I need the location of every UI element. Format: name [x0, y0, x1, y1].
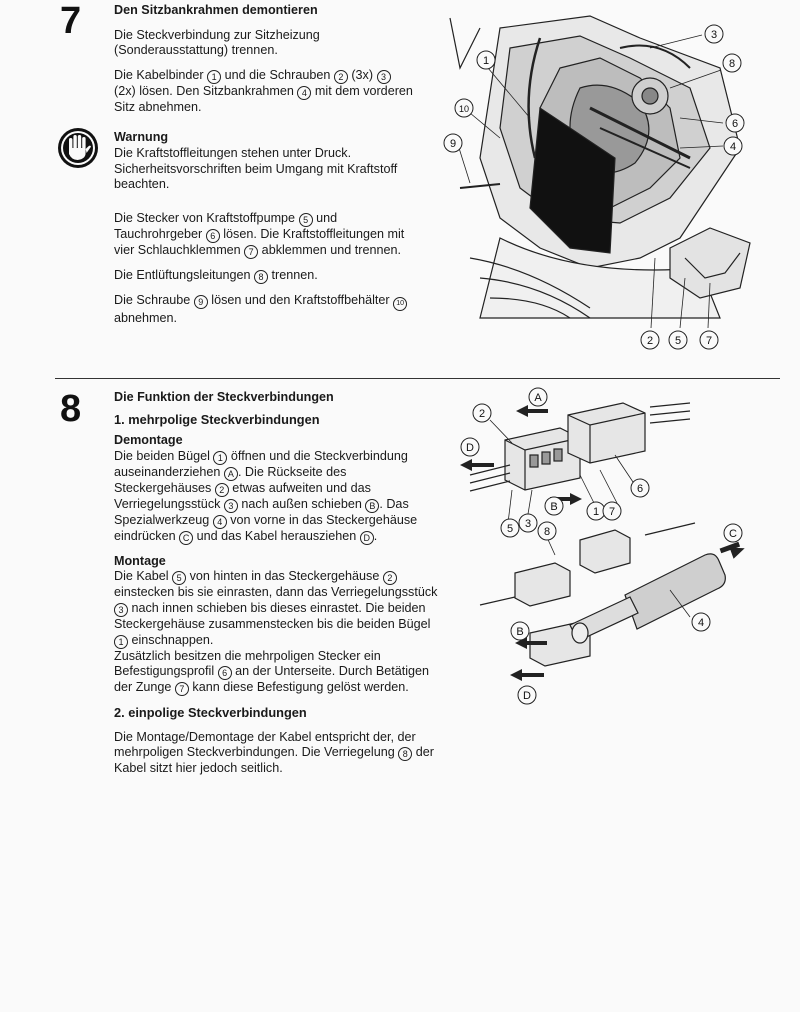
step8-text: [114, 390, 440, 786]
step8-title: Die Funktion der Steckverbindungen: [114, 390, 334, 404]
step-number-7: 7: [60, 0, 82, 42]
fig7-label-7: 7: [705, 335, 713, 347]
fig8-label-B: B: [550, 501, 558, 513]
step7-paragraph-4: Die Entlüftungsleitungen 8 trennen.: [114, 267, 318, 282]
callout-3: 3: [377, 70, 391, 84]
step7-figure-fuel-tank: [440, 8, 760, 353]
warning-hand-icon: [57, 127, 99, 169]
callout-5: 5: [299, 213, 313, 227]
demontage-heading: Demontage: [114, 433, 183, 448]
step7-paragraph-3: Die Stecker von Kraftstoffpumpe 5 und Tauchrohrgeber 6 lösen. Die Kraftstoffleitungen mit vier Schlauchklemmen 7 abklemmen und trennen.: [114, 210, 405, 257]
fig7-label-10: 10: [458, 104, 470, 114]
fig8-label-A: A: [534, 392, 542, 404]
fig8-label-5: 5: [506, 523, 514, 535]
callout-1: 1: [207, 70, 221, 84]
warning-text: Die Kraftstoffleitungen stehen unter Druck. Sicherheitsvorschriften beim Umgang mit Kraftstoff beachten.: [114, 145, 398, 192]
step7-paragraph-2: Die Kabelbinder 1 und die Schrauben 2 (3x) 3 (2x) lösen. Den Sitzbankrahmen 4 mit dem vorderen Sitz abnehmen.: [114, 67, 413, 114]
fig7-label-4: 4: [729, 141, 737, 153]
fig8-label-2: 2: [478, 408, 486, 420]
fig7-label-1: 1: [482, 55, 490, 67]
demontage-text: Die beiden Bügel 1 öffnen und die Steckverbindung auseinanderziehen A . Die Rückseite des Steckergehäuses 2 etwas aufweiten und das Verriegelungsstück 3 nach außen schieben B . Das Spezialwerkzeug 4 von vorne in das Steckergehäuse eindrücken C und das Kabel herausziehen D .: [114, 448, 418, 543]
fig8-label-C: C: [729, 528, 737, 540]
fig7-label-8: 8: [728, 58, 736, 70]
step8-subtitle-1: 1. mehrpolige Steckverbindungen: [114, 411, 320, 427]
step7-title: Den Sitzbankrahmen demontieren: [114, 3, 318, 17]
step7-paragraph-1: Die Steckverbindung zur Sitzheizung (Sonderausstattung) trennen.: [114, 27, 320, 58]
callout-7: 7: [244, 245, 258, 259]
callout-8: 8: [254, 270, 268, 284]
fig8-label-B-2: B: [516, 626, 524, 638]
fig7-label-2: 2: [646, 335, 654, 347]
callout-6: 6: [206, 229, 220, 243]
fig8-label-D: D: [466, 442, 474, 454]
step7-paragraph-5: Die Schraube 9 lösen und den Kraftstoffbehälter 10 abnehmen.: [114, 293, 414, 327]
fig8-label-7: 7: [608, 506, 616, 518]
fig8-label-1: 1: [592, 506, 600, 518]
callout-10: 10: [393, 297, 407, 311]
fig8-label-4: 4: [697, 617, 705, 629]
step7-text: [114, 3, 414, 335]
fig7-label-9: 9: [449, 138, 457, 150]
fig7-label-6: 6: [731, 118, 739, 130]
fig8-label-8: 8: [543, 526, 551, 538]
fig8-label-D-2: D: [523, 690, 531, 702]
fig7-label-3: 3: [710, 29, 718, 41]
step8-figure-connectors: [450, 385, 770, 710]
callout-4: 4: [297, 86, 311, 100]
step-number-8: 8: [60, 388, 82, 430]
callout-2: 2: [334, 70, 348, 84]
fig8-label-3: 3: [524, 518, 532, 530]
section-divider: [55, 378, 780, 379]
montage-heading: Montage: [114, 553, 166, 568]
einpolige-text: Die Montage/Demontage der Kabel entspricht der, der mehrpoligen Steckverbindungen. Die Verriegelung 8 der Kabel sitzt hier jedoch seitlich.: [114, 729, 434, 776]
step8-subtitle-2: 2. einpolige Steckverbindungen: [114, 705, 307, 721]
callout-9: 9: [194, 295, 208, 309]
montage-text: Die Kabel 5 von hinten in das Steckergehäuse 2 einstecken bis sie einrasten, dann das Verriegelungsstück 3 nach innen schieben bis dieses einrastet. Die beiden Steckergehäuse zusammenstecken bis die beiden Bügel 1 einschnappen.: [114, 569, 438, 647]
warning-title: Warnung: [114, 130, 169, 145]
fig8-label-6: 6: [636, 483, 644, 495]
fig7-label-5: 5: [674, 335, 682, 347]
montage-text-2: Zusätzlich besitzen die mehrpoligen Stecker ein Befestigungsprofil 6 an der Unterseite. Durch Betätigen der Zunge 7 kann diese Befestigung gelöst werden.: [114, 648, 430, 695]
